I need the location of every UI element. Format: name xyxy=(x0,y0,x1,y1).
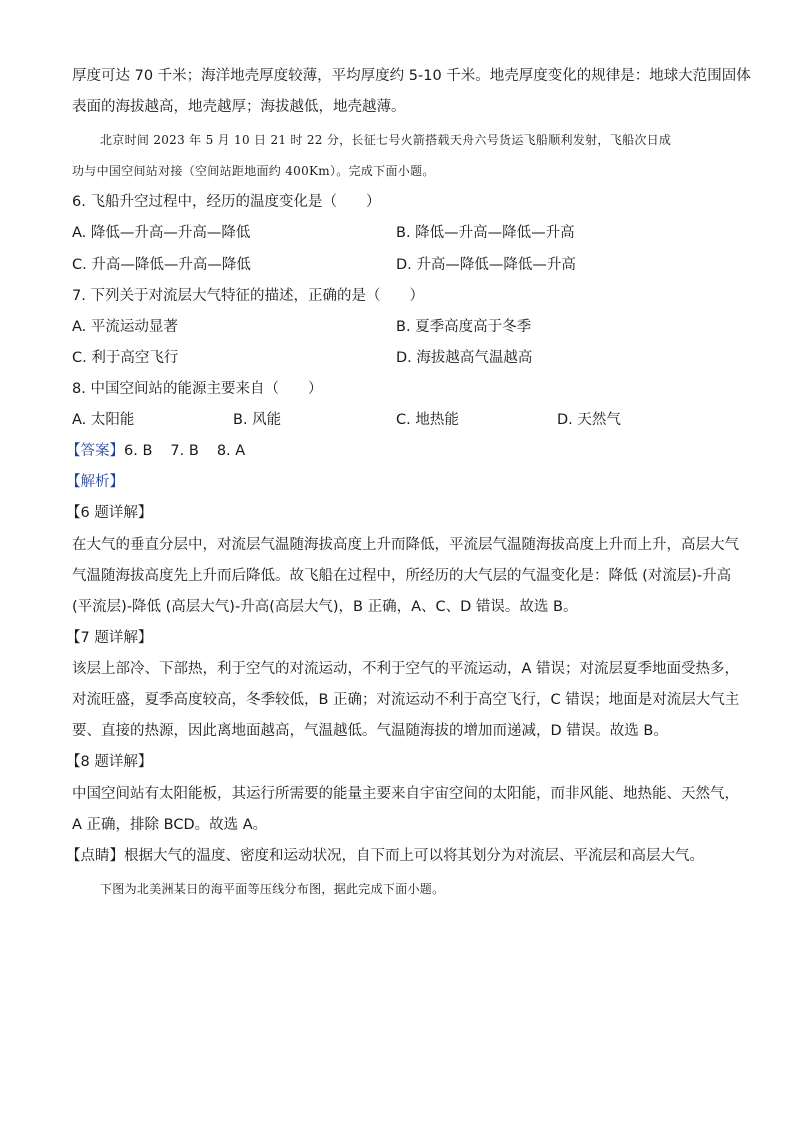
next-passage-line-1: 下图为北美洲某日的海平面等压线分布图，据此完成下面小题。 xyxy=(100,882,445,896)
passage-line-1: 北京时间 2023 年 5 月 10 日 21 时 22 分，长征七号火箭搭载天舟六号货运飞船顺利发射，飞船次日成 xyxy=(100,133,672,147)
detail-8-tag: 【8 题详解】 xyxy=(66,754,153,770)
question-6-option-d: D. 升高—降低—降低—升高 xyxy=(396,257,576,273)
question-8-option-a: A. 太阳能 xyxy=(72,412,135,428)
question-7-option-b: B. 夏季高度高于冬季 xyxy=(396,319,532,335)
question-8-option-c: C. 地热能 xyxy=(396,412,459,428)
detail-8-line-2: A 正确，排除 BCD。故选 A。 xyxy=(72,817,268,833)
tip-line xyxy=(66,846,704,866)
question-8-option-d: D. 天然气 xyxy=(557,412,621,428)
detail-8-line-1: 中国空间站有太阳能板，其运行所需要的能量主要来自宇宙空间的太阳能，而非风能、地热能、天然气， xyxy=(72,786,739,802)
analysis-tag: 【解析】 xyxy=(66,474,124,490)
detail-6-tag: 【6 题详解】 xyxy=(66,505,153,521)
question-6-option-c: C. 升高—降低—升高—降低 xyxy=(72,257,251,273)
question-6-stem: 6. 飞船升空过程中，经历的温度变化是（ ） xyxy=(72,194,381,210)
detail-7-tag: 【7 题详解】 xyxy=(66,630,153,646)
question-7-stem: 7. 下列关于对流层大气特征的描述，正确的是（ ） xyxy=(72,288,424,304)
detail-7-line-1: 该层上部冷、下部热，利于空气的对流运动，不利于空气的平流运动，A 错误；对流层夏季地面受热多， xyxy=(72,661,740,677)
detail-6-line-3: (平流层)-降低 (高层大气)-升高(高层大气)，B 正确，A、C、D 错误。故选 B。 xyxy=(72,599,578,615)
answer-line xyxy=(66,441,245,461)
answer-tag: 【答案】 xyxy=(66,443,124,459)
question-7-option-a: A. 平流运动显著 xyxy=(72,319,178,335)
question-8-stem: 8. 中国空间站的能源主要来自（ ） xyxy=(72,381,323,397)
answer-6: 6. B xyxy=(124,443,153,459)
answer-8: 8. A xyxy=(216,443,246,459)
intro-line-2: 表面的海拔越高，地壳越厚；海拔越低，地壳越薄。 xyxy=(72,99,406,115)
tip-text: 根据大气的温度、密度和运动状况，自下而上可以将其划分为对流层、平流层和高层大气。 xyxy=(124,848,704,864)
detail-6-line-2: 气温随海拔高度先上升而后降低。故飞船在过程中，所经历的大气层的气温变化是：降低 (对流层)-升高 xyxy=(72,568,732,584)
question-6-option-b: B. 降低—升高—降低—升高 xyxy=(396,225,575,241)
passage-line-2: 功与中国空间站对接（空间站距地面约 400Km）。完成下面小题。 xyxy=(72,164,435,178)
question-7-option-c: C. 利于高空飞行 xyxy=(72,350,179,366)
question-6-option-a: A. 降低—升高—升高—降低 xyxy=(72,225,251,241)
question-8-option-b: B. 风能 xyxy=(233,412,282,428)
detail-7-line-2: 对流旺盛，夏季高度较高，冬季较低，B 正确；对流运动不利于高空飞行，C 错误；地面是对流层大气主 xyxy=(72,692,740,708)
answer-7: 7. B xyxy=(170,443,199,459)
question-7-option-d: D. 海拔越高气温越高 xyxy=(396,350,533,366)
detail-7-line-3: 要、直接的热源，因此离地面越高，气温越低。气温随海拔的增加而递减，D 错误。故选 B。 xyxy=(72,723,668,739)
tip-tag: 【点睛】 xyxy=(66,848,124,864)
intro-line-1: 厚度可达 70 千米；海洋地壳厚度较薄，平均厚度约 5-10 千米。地壳厚度变化的规律是：地球大范围固体 xyxy=(72,68,751,84)
detail-6-line-1: 在大气的垂直分层中，对流层气温随海拔高度上升而降低，平流层气温随海拔高度上升而上升，高层大气 xyxy=(72,537,739,553)
